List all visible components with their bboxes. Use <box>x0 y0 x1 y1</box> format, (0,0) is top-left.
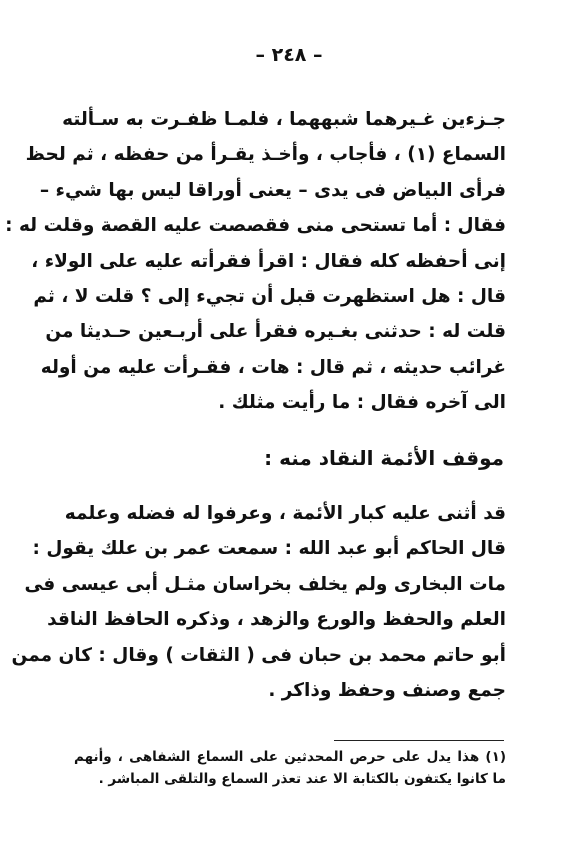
text-line: السماع (١) ، فأجاب ، وأخـذ يقـرأ من حفظه ، ثم لحظ <box>25 144 506 166</box>
footnote-line: (١) هذا يدل على حرص المحدثين على السماع الشفاهى ، وأنهم <box>74 749 506 765</box>
text-line: قلت له : حدثنى بغـيره فقرأ على أربـعين حـديثا من <box>45 321 506 343</box>
text-line: إنى أحفظه كله فقال : اقرأ فقرأته عليه على الولاء ، <box>31 250 506 272</box>
text-line: فرأى البياض فى يدى – يعنى أوراقا ليس بها شيء – <box>39 179 506 201</box>
text-line: قد أثنى عليه كبار الأئمة ، وعرفوا له فضله وعلمه <box>64 503 506 524</box>
text-line: مات البخارى ولم يخلف بخراسان مثـل أبى عيسى فى <box>24 573 506 595</box>
text-line: غرائب حديثه ، ثم قال : هات ، فقـرأت عليه من أوله <box>40 356 506 378</box>
paragraph-1 <box>5 102 506 421</box>
text-line: جمع وصنف وحفظ وذاكر . <box>268 679 506 701</box>
text-line: جـزءين غـيرهما شبههما ، فلمـا ظفـرت به سـألته <box>62 109 506 130</box>
text-line: قال : هل استظهرت قبل أن تجيء إلى ؟ قلت لا ، ثم <box>33 285 506 307</box>
text-line: أبو حاتم محمد بن حبان فى ( الثقات ) وقال : كان ممن <box>11 644 506 666</box>
text-line: الى آخره فقال : ما رأيت مثلك . <box>218 392 506 414</box>
text-line: فقال : أما تستحى منى فقصصت عليه القصة وقلت له : <box>5 215 506 237</box>
text-line: قال الحاكم أبو عبد الله : سمعت عمر بن علك يقول : <box>32 538 506 560</box>
page-number: – ٢٤٨ – <box>255 44 323 66</box>
paragraph-2 <box>11 496 506 708</box>
footnote <box>74 746 506 790</box>
footnote-line: ما كانوا يكتفون بالكتابة الا عند تعذر السماع والتلقى المباشر . <box>98 771 506 787</box>
footnote-divider <box>334 740 504 741</box>
text-line: العلم والحفظ والورع والزهد ، وذكره الحافظ الناقد <box>47 609 506 631</box>
section-heading: موقف الأئمة النقاد منه : <box>264 446 504 470</box>
